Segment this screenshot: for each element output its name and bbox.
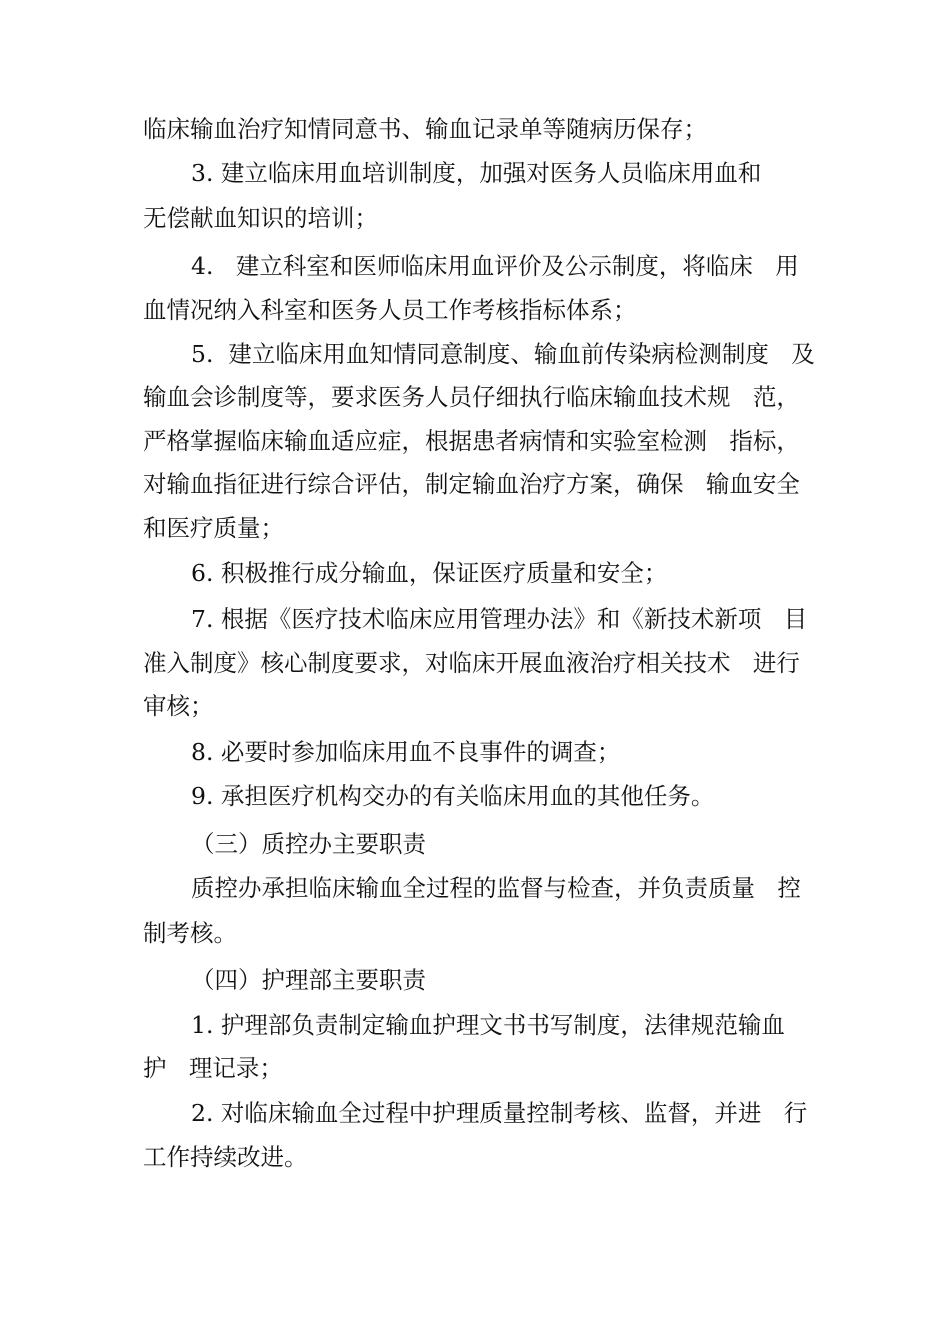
text-line: 质控办承担临床输血全过程的监督与检查，并负责质量 控 <box>191 874 801 902</box>
text-line: 审核； <box>143 692 214 720</box>
text-line: 4. 建立科室和医师临床用血评价及公示制度，将临床 用 <box>191 252 799 280</box>
text-line: 7. 根据《医疗技术临床应用管理办法》和《新技术新项 目 <box>191 605 808 633</box>
text-line: 制考核。 <box>143 919 237 947</box>
text-line: 无偿献血知识的培训； <box>143 204 378 232</box>
text-line: 8. 必要时参加临床用血不良事件的调查； <box>191 738 621 766</box>
text-line: 5. 建立临床用血知情同意制度、输血前传染病检测制度 及 <box>191 340 815 368</box>
text-line: 临床输血治疗知情同意书、输血记录单等随病历保存； <box>143 115 707 143</box>
text-line: 血情况纳入科室和医务人员工作考核指标体系； <box>143 296 637 324</box>
text-line: 6. 积极推行成分输血，保证医疗质量和安全； <box>191 559 668 587</box>
text-line: 工作持续改进。 <box>143 1143 308 1171</box>
text-line: 对输血指征进行综合评估，制定输血治疗方案，确保 输血安全 <box>143 470 800 498</box>
text-line: 2. 对临床输血全过程中护理质量控制考核、监督，并进 行 <box>191 1099 808 1127</box>
text-line: 3. 建立临床用血培训制度，加强对医务人员临床用血和 <box>191 159 762 187</box>
text-line: 输血会诊制度等，要求医务人员仔细执行临床输血技术规 范， <box>143 383 800 411</box>
text-line: 9. 承担医疗机构交办的有关临床用血的其他任务。 <box>191 782 715 810</box>
section-heading: （三）质控办主要职责 <box>191 830 426 858</box>
section-heading: （四）护理部主要职责 <box>191 966 426 994</box>
text-line: 准入制度》核心制度要求，对临床开展血液治疗相关技术 进行 <box>143 649 800 677</box>
text-line: 和医疗质量； <box>143 514 284 542</box>
text-line: 1. 护理部负责制定输血护理文书书写制度，法律规范输血 <box>191 1011 785 1039</box>
text-line: 严格掌握临床输血适应症，根据患者病情和实验室检测 指标， <box>143 427 800 455</box>
text-line: 护 理记录； <box>143 1054 283 1082</box>
